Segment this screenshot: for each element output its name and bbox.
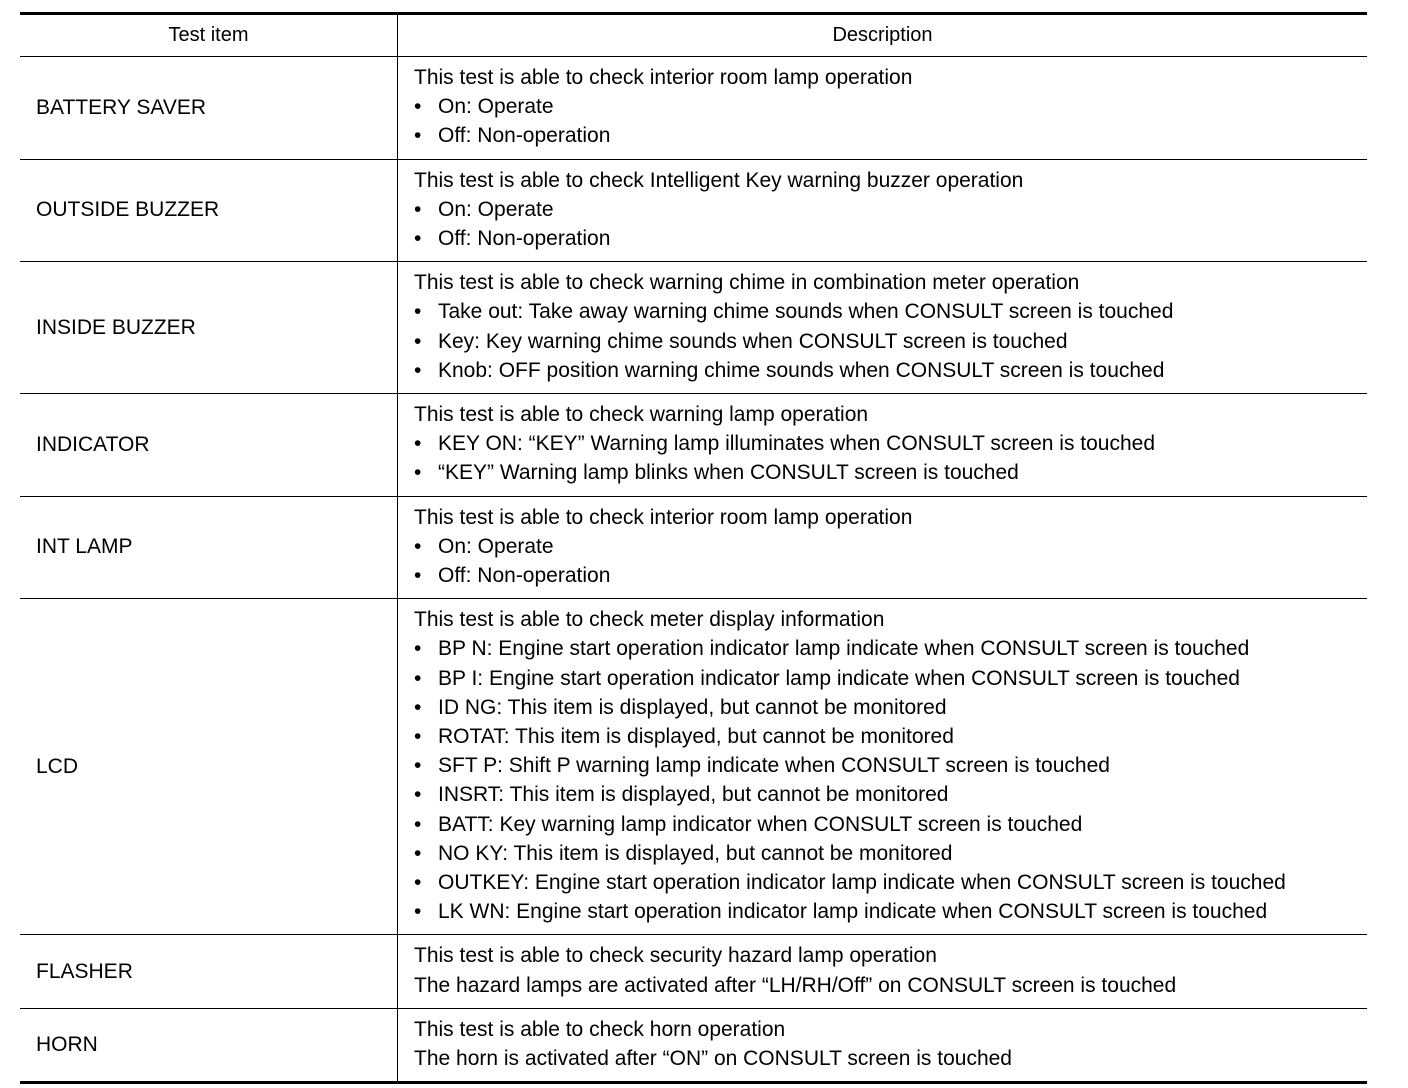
table-row xyxy=(20,935,1367,1008)
bullet-text: BP I: Engine start operation indicator lamp indicate when CONSULT screen is touched xyxy=(438,666,1240,690)
table-row xyxy=(20,599,1367,935)
bullet-text: ROTAT: This item is displayed, but cannot be monitored xyxy=(438,725,954,749)
bullet-text: On: Operate xyxy=(438,95,554,119)
bullet-text: KEY ON: “KEY” Warning lamp illuminates when CONSULT screen is touched xyxy=(438,432,1156,456)
bullet-icon: • xyxy=(414,900,422,924)
test-item-cell: LCD xyxy=(20,599,398,935)
bullet-item xyxy=(414,458,1359,487)
table-row xyxy=(20,262,1367,394)
bullet-icon: • xyxy=(414,637,422,661)
bullet-item xyxy=(414,561,1359,590)
bullet-item xyxy=(414,780,1359,809)
bullet-icon: • xyxy=(414,300,422,324)
bullet-icon: • xyxy=(414,197,422,221)
bullet-item xyxy=(414,868,1359,897)
bullet-item xyxy=(414,751,1359,780)
bullet-text: Take out: Take away warning chime sounds when CONSULT screen is touched xyxy=(438,300,1174,324)
bullet-icon: • xyxy=(414,666,422,690)
bullet-icon: • xyxy=(414,812,422,836)
bullet-item xyxy=(414,121,1359,150)
description-lead: This test is able to check interior room lamp operation xyxy=(414,505,913,529)
test-item-cell: HORN xyxy=(20,1008,398,1082)
bullet-icon: • xyxy=(414,432,422,456)
bullet-item xyxy=(414,693,1359,722)
column-header-description: Description xyxy=(398,14,1368,57)
description-cell xyxy=(398,935,1368,1008)
bullet-text: SFT P: Shift P warning lamp indicate when CONSULT screen is touched xyxy=(438,754,1110,778)
table-row xyxy=(20,394,1367,497)
bullet-item xyxy=(414,839,1359,868)
bullet-item xyxy=(414,429,1359,458)
bullet-item xyxy=(414,195,1359,224)
bullet-item xyxy=(414,297,1359,326)
bullet-icon: • xyxy=(414,534,422,558)
description-cell xyxy=(398,57,1368,160)
test-item-cell: OUTSIDE BUZZER xyxy=(20,159,398,262)
bullet-icon: • xyxy=(414,783,422,807)
description-cell xyxy=(398,1008,1368,1082)
bullet-text: “KEY” Warning lamp blinks when CONSULT screen is touched xyxy=(438,461,1019,485)
description-cell xyxy=(398,159,1368,262)
bullet-text: NO KY: This item is displayed, but cannot be monitored xyxy=(438,841,953,865)
table-header-row xyxy=(20,14,1367,57)
bullet-icon: • xyxy=(414,227,422,251)
description-note: The hazard lamps are activated after “LH/RH/Off” on CONSULT screen is touched xyxy=(414,973,1177,997)
bullet-item xyxy=(414,356,1359,385)
bullet-text: OUTKEY: Engine start operation indicator lamp indicate when CONSULT screen is touched xyxy=(438,871,1286,895)
bullet-item xyxy=(414,634,1359,663)
test-item-cell: INT LAMP xyxy=(20,496,398,599)
description-cell xyxy=(398,262,1368,394)
table-row xyxy=(20,159,1367,262)
test-item-cell: INSIDE BUZZER xyxy=(20,262,398,394)
description-cell xyxy=(398,496,1368,599)
bullet-icon: • xyxy=(414,124,422,148)
bullet-item xyxy=(414,722,1359,751)
bullet-icon: • xyxy=(414,358,422,382)
table-row xyxy=(20,1008,1367,1082)
bullet-item xyxy=(414,224,1359,253)
bullet-icon: • xyxy=(414,95,422,119)
bullet-text: INSRT: This item is displayed, but cannot be monitored xyxy=(438,783,949,807)
bullet-text: Off: Non-operation xyxy=(438,124,611,148)
bullet-text: Knob: OFF position warning chime sounds when CONSULT screen is touched xyxy=(438,358,1165,382)
bullet-icon: • xyxy=(414,695,422,719)
bullet-text: Off: Non-operation xyxy=(438,227,611,251)
bullet-item xyxy=(414,327,1359,356)
description-lead: This test is able to check meter display information xyxy=(414,608,885,632)
bullet-text: BATT: Key warning lamp indicator when CONSULT screen is touched xyxy=(438,812,1083,836)
bullet-text: On: Operate xyxy=(438,197,554,221)
test-item-cell: INDICATOR xyxy=(20,394,398,497)
bullet-text: ID NG: This item is displayed, but cannot be monitored xyxy=(438,695,947,719)
bullet-text: Key: Key warning chime sounds when CONSULT screen is touched xyxy=(438,329,1068,353)
bullet-icon: • xyxy=(414,754,422,778)
table-row xyxy=(20,496,1367,599)
bullet-item xyxy=(414,897,1359,926)
description-lead: This test is able to check security hazard lamp operation xyxy=(414,944,937,968)
bullet-icon: • xyxy=(414,461,422,485)
description-lead: This test is able to check Intelligent Key warning buzzer operation xyxy=(414,168,1024,192)
bullet-item xyxy=(414,532,1359,561)
test-item-cell: BATTERY SAVER xyxy=(20,57,398,160)
description-cell xyxy=(398,394,1368,497)
bullet-text: BP N: Engine start operation indicator lamp indicate when CONSULT screen is touched xyxy=(438,637,1250,661)
bullet-icon: • xyxy=(414,841,422,865)
table-body xyxy=(20,57,1367,1083)
description-cell xyxy=(398,599,1368,935)
description-lead: This test is able to check horn operation xyxy=(414,1017,786,1041)
bullet-text: Off: Non-operation xyxy=(438,564,611,588)
table-row xyxy=(20,57,1367,160)
bullet-text: LK WN: Engine start operation indicator lamp indicate when CONSULT screen is touched xyxy=(438,900,1268,924)
bullet-text: On: Operate xyxy=(438,534,554,558)
test-item-cell: FLASHER xyxy=(20,935,398,1008)
description-lead: This test is able to check interior room lamp operation xyxy=(414,66,913,89)
description-note: The horn is activated after “ON” on CONSULT screen is touched xyxy=(414,1047,1012,1071)
column-header-test-item: Test item xyxy=(20,14,398,57)
description-lead: This test is able to check warning lamp operation xyxy=(414,403,869,427)
bullet-item xyxy=(414,92,1359,121)
description-lead: This test is able to check warning chime in combination meter operation xyxy=(414,271,1080,295)
bullet-icon: • xyxy=(414,871,422,895)
bullet-icon: • xyxy=(414,725,422,749)
bullet-icon: • xyxy=(414,564,422,588)
bullet-icon: • xyxy=(414,329,422,353)
active-test-table xyxy=(20,12,1367,1084)
bullet-item xyxy=(414,664,1359,693)
bullet-item xyxy=(414,810,1359,839)
